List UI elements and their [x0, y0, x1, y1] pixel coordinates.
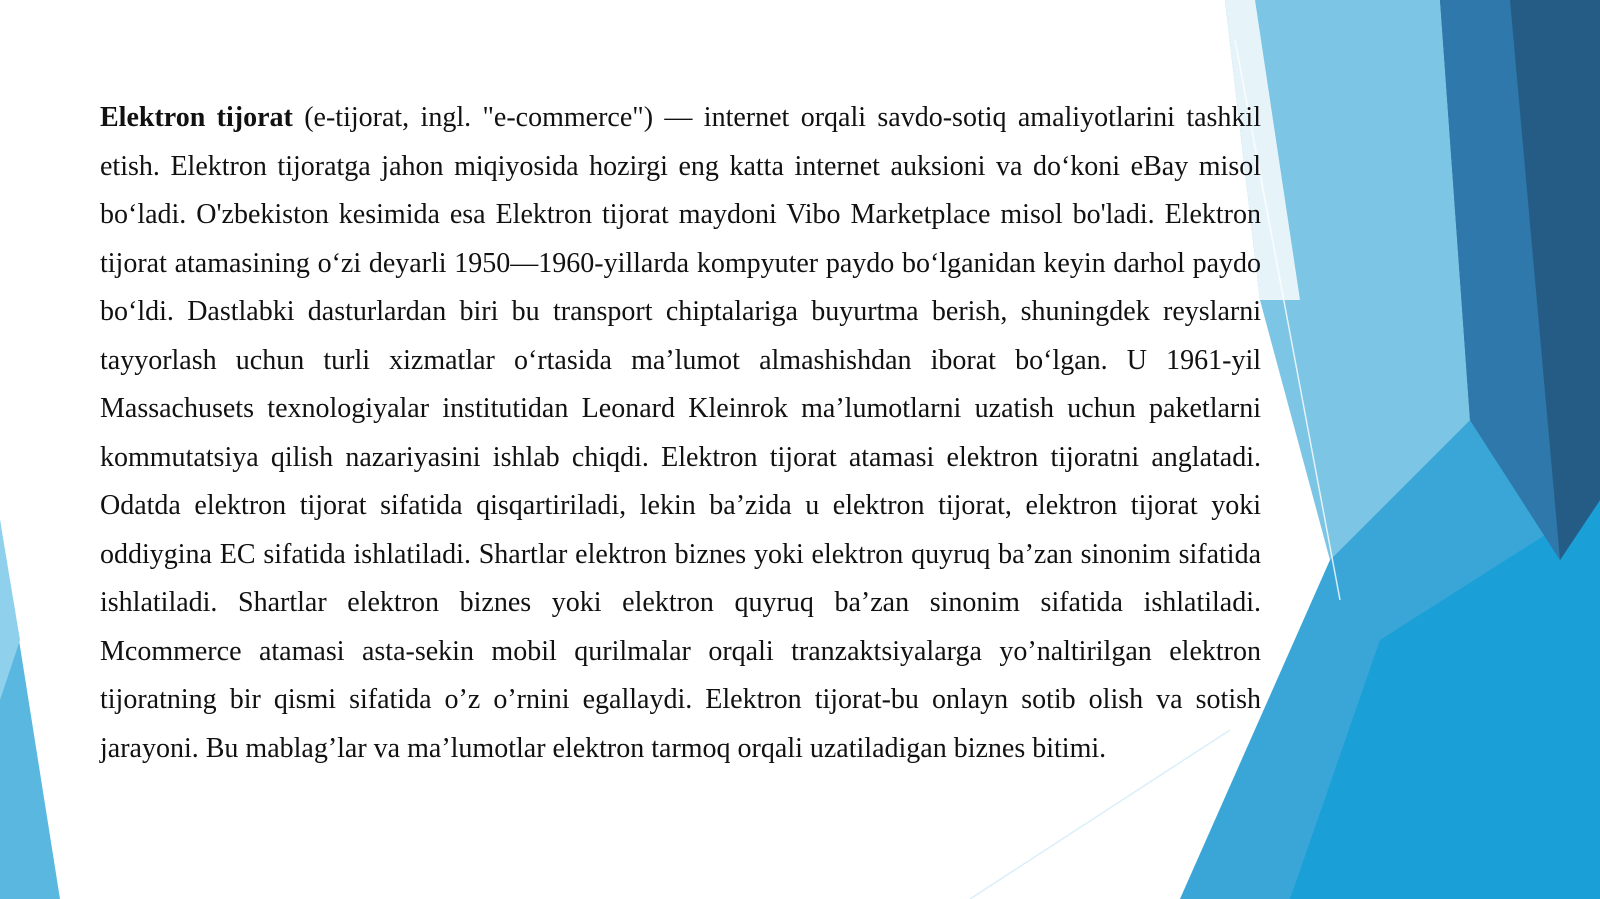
- body-paragraph: [100, 94, 1261, 773]
- term-bold: Elektron tijorat: [100, 102, 293, 133]
- paragraph-text: (e-tijorat, ingl. "e-commerce") — internet orqali savdo-sotiq amaliyotlarini tashkil etish. Elektron tijoratga jahon miqiyosida hozirgi eng katta internet auksioni va do‘koni eBay misol bo‘ladi. O'zbekiston kesimida esa Elektron tijorat maydoni Vibo Marketplace misol bo'ladi. Elektron tijorat atamasining o‘zi deyarli 1950—1960-yillarda kompyuter paydo bo‘lganidan keyin darhol paydo bo‘ldi. Dastlabki dasturlardan biri bu transport chiptalariga buyurtma berish, shuningdek reyslarni tayyorlash uchun turli xizmatlar o‘rtasida ma’lumot almashishdan iborat bo‘lgan. U 1961-yil Massachusets texnologiyalar institutidan Leonard Kleinrok ma’lumotlarni uzatish uchun paketlarni kommutatsiya qilish nazariyasini ishlab chiqdi. Elektron tijorat atamasi elektron tijoratni anglatadi. Odatda elektron tijorat sifatida qisqartiriladi, lekin ba’zida u elektron tijorat, elektron tijorat yoki oddiygina EC sifatida ishlatiladi. Shartlar elektron biznes yoki elektron quyruq ba’zan sinonim sifatida ishlatiladi. Shartlar elektron biznes yoki elektron quyruq ba’zan sinonim sifatida ishlatiladi. Mcommerce atamasi asta-sekin mobil qurilmalar orqali tranzaktsiyalarga yo’naltirilgan elektron tijoratning bir qismi sifatida o’z o’rnini egallaydi. Elektron tijorat-bu onlayn sotib olish va sotish jarayoni. Bu mablag’lar va ma’lumotlar elektron tarmoq orqali uzatiladigan biznes bitimi.: [100, 102, 1261, 764]
